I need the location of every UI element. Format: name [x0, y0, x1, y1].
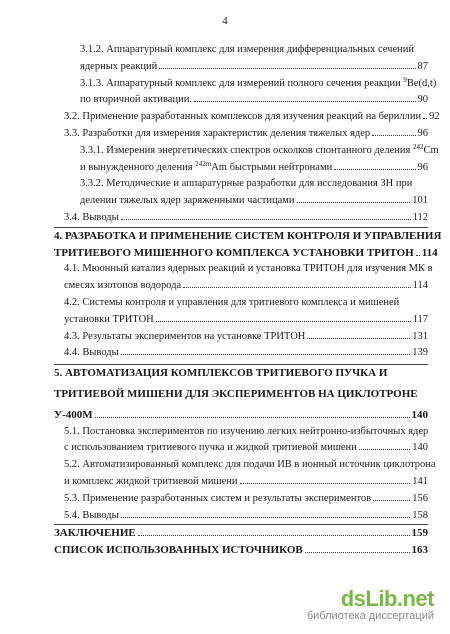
- dot-leader: [416, 255, 420, 256]
- toc-entry-4-4: [54, 345, 428, 362]
- toc-chapter-title: СПИСОК ИСПОЛЬЗОВАННЫХ ИСТОЧНИКОВ: [54, 542, 304, 559]
- dot-leader: [121, 517, 411, 518]
- dot-leader: [121, 219, 411, 220]
- dot-leader: [194, 101, 416, 102]
- toc-text: 5.4. Выводы: [64, 508, 120, 525]
- toc-entry-4-3: [54, 329, 428, 346]
- toc-chapter-5-line2: [54, 386, 428, 403]
- toc-text: 3.3. Разработки для измерения характеристик деления тяжелых ядер: [64, 126, 371, 143]
- toc-entry-3-1-3-line1: [54, 75, 437, 93]
- toc-entry-5-2-line2: [54, 474, 428, 491]
- toc-text: 5.1. Постановка экспериментов по изучению легких нейтронно-избыточных ядер: [64, 425, 429, 437]
- toc-page-number: 114: [421, 246, 438, 259]
- toc-page-number: 131: [412, 330, 428, 342]
- table-of-contents: [54, 42, 442, 559]
- toc-text: Cm: [423, 144, 439, 156]
- toc-chapter-title: ТРИТИЕВОГО МИШЕННОГО КОМПЛЕКСА УСТАНОВКИ ТРИТОН: [54, 245, 415, 262]
- toc-page-number: 96: [417, 127, 428, 139]
- toc-text: 4.1. Мюонный катализ ядерных реакций и установка ТРИТОН для изучения МК в: [64, 263, 433, 275]
- superscript: 242m: [195, 159, 212, 168]
- toc-text: 3.2. Применение разработанных комплексов для изучения реакций на бериллии: [64, 109, 422, 126]
- toc-entry-3-1-3-line2: [54, 92, 428, 109]
- dot-leader: [334, 169, 415, 170]
- toc-text: ядерных реакций: [80, 59, 158, 76]
- dot-leader: [307, 338, 410, 339]
- dot-leader: [156, 321, 411, 322]
- toc-page-number: 140: [412, 442, 428, 454]
- toc-entry-4-1-line1: [54, 261, 433, 278]
- toc-entry-3-3-1-line2: [54, 160, 428, 177]
- dot-leader: [159, 68, 415, 69]
- toc-chapter-4-line2: [54, 245, 438, 262]
- dot-leader: [138, 535, 410, 536]
- toc-page-number: 158: [412, 509, 428, 521]
- toc-text: установки ТРИТОН: [64, 312, 155, 329]
- dot-leader: [359, 449, 410, 450]
- toc-text: 3.3.1. Измерения энергетических спектров осколков спонтанного деления: [80, 144, 413, 156]
- toc-text: 3.4. Выводы: [64, 210, 120, 227]
- toc-page-number: 92: [429, 111, 440, 123]
- toc-entry-3-2: [54, 109, 440, 126]
- toc-entry-5-3: [54, 491, 428, 508]
- toc-chapter-title: 5. АВТОМАТИЗАЦИЯ КОМПЛЕКСОВ ТРИТИЕВОГО ПУЧКА И: [54, 367, 388, 380]
- toc-page-number: 90: [417, 94, 428, 106]
- dot-leader: [373, 500, 410, 501]
- toc-page-number: 141: [412, 475, 428, 487]
- dot-leader: [240, 483, 411, 484]
- superscript: 9: [403, 75, 407, 84]
- toc-entry-3-3-2-line1: [54, 176, 428, 193]
- toc-entry-3-3-2-line2: [54, 193, 428, 210]
- toc-references: [54, 542, 428, 559]
- toc-text: по вторичной активации.: [80, 92, 193, 109]
- toc-entry-5-1-line2: [54, 440, 428, 457]
- toc-chapter-title: ТРИТИЕВОЙ МИШЕНИ ДЛЯ ЭКСПЕРИМЕНТОВ НА ЦИКЛОТРОНЕ: [54, 387, 418, 400]
- toc-chapter-4-line1: [54, 227, 442, 245]
- toc-text: 4.3. Результаты экспериментов на установке ТРИТОН: [64, 329, 306, 346]
- dot-leader: [95, 417, 410, 418]
- toc-page-number: 156: [412, 492, 428, 504]
- toc-text-part: Am быстрыми нейтронами: [211, 161, 333, 173]
- toc-entry-3-1-2-line2: [54, 59, 428, 76]
- toc-entry-3-3: [54, 126, 428, 143]
- superscript: 242: [413, 142, 424, 151]
- logo-text: dsLib.net: [340, 586, 434, 611]
- toc-entry-3-3-1-line1: [54, 142, 439, 160]
- toc-chapter-title: 4. РАЗРАБОТКА И ПРИМЕНЕНИЕ СИСТЕМ КОНТРОЛЯ И УПРАВЛЕНИЯ: [54, 229, 442, 242]
- dot-leader: [297, 202, 411, 203]
- toc-text: делении тяжелых ядер заряженными частицами: [80, 193, 296, 210]
- toc-text: смесях изотопов водорода: [64, 278, 182, 295]
- toc-text-part: и вынужденного деления: [80, 161, 196, 173]
- toc-entry-5-4: [54, 508, 428, 525]
- toc-chapter-5-line3: [54, 407, 428, 424]
- toc-chapter-5-line1: [54, 364, 428, 382]
- toc-text: 3.3.2. Методические и аппаратурные разработки для исследования ЗН при: [80, 178, 413, 190]
- watermark-logo: [307, 586, 434, 622]
- toc-text: 3.1.3. Аппаратурный комплекс для измерений полного сечения реакции: [80, 77, 404, 89]
- toc-text: [80, 160, 333, 177]
- toc-text: 3.1.2. Аппаратурный комплекс для измерения дифференциальных сечений: [80, 44, 414, 55]
- toc-page-number: 139: [412, 347, 428, 359]
- toc-page-number: 140: [411, 408, 428, 421]
- toc-page-number: 112: [412, 211, 428, 223]
- dot-leader: [423, 118, 427, 119]
- toc-chapter-title: ЗАКЛЮЧЕНИЕ: [54, 525, 137, 542]
- toc-text: 5.2. Автоматизированный комплекс для подачи ИВ в ионный источник циклотрона: [64, 459, 436, 471]
- toc-page-number: 117: [412, 313, 428, 325]
- toc-page-number: 163: [411, 544, 428, 557]
- toc-entry-3-1-2-line1: [54, 42, 428, 59]
- toc-entry-5-2-line1: [54, 457, 436, 474]
- toc-chapter-title: У-400М: [54, 407, 94, 424]
- toc-entry-4-2-line2: [54, 312, 428, 329]
- toc-page-number: 114: [412, 280, 428, 292]
- toc-text: с использованием тритиевого пучка и жидкой тритиевой мишени: [64, 440, 358, 457]
- toc-page-number: 159: [411, 527, 428, 540]
- dot-leader: [305, 552, 410, 553]
- dot-leader: [183, 287, 410, 288]
- toc-entry-5-1-line1: [54, 424, 428, 441]
- dot-leader: [121, 354, 411, 355]
- toc-text: 4.2. Системы контроля и управления для тритиевого комплекса и мишеней: [64, 296, 400, 308]
- toc-text: Be(d,t): [406, 77, 437, 89]
- toc-entry-4-2-line1: [54, 295, 428, 312]
- page-number: 4: [222, 15, 228, 27]
- dot-leader: [372, 135, 415, 136]
- toc-page-number: 87: [417, 60, 428, 72]
- toc-entry-3-4: [54, 210, 428, 227]
- toc-page-number: 96: [417, 161, 428, 173]
- toc-entry-4-1-line2: [54, 278, 428, 295]
- logo-subtitle: библиотека диссертаций: [306, 610, 434, 622]
- toc-text: 5.3. Применение разработанных систем и результаты экспериментов: [64, 491, 372, 508]
- toc-text: и комплекс жидкой тритиевой мишени: [64, 474, 239, 491]
- toc-text: 4.4. Выводы: [64, 345, 120, 362]
- toc-page-number: 101: [412, 195, 428, 207]
- toc-conclusion: [54, 524, 428, 542]
